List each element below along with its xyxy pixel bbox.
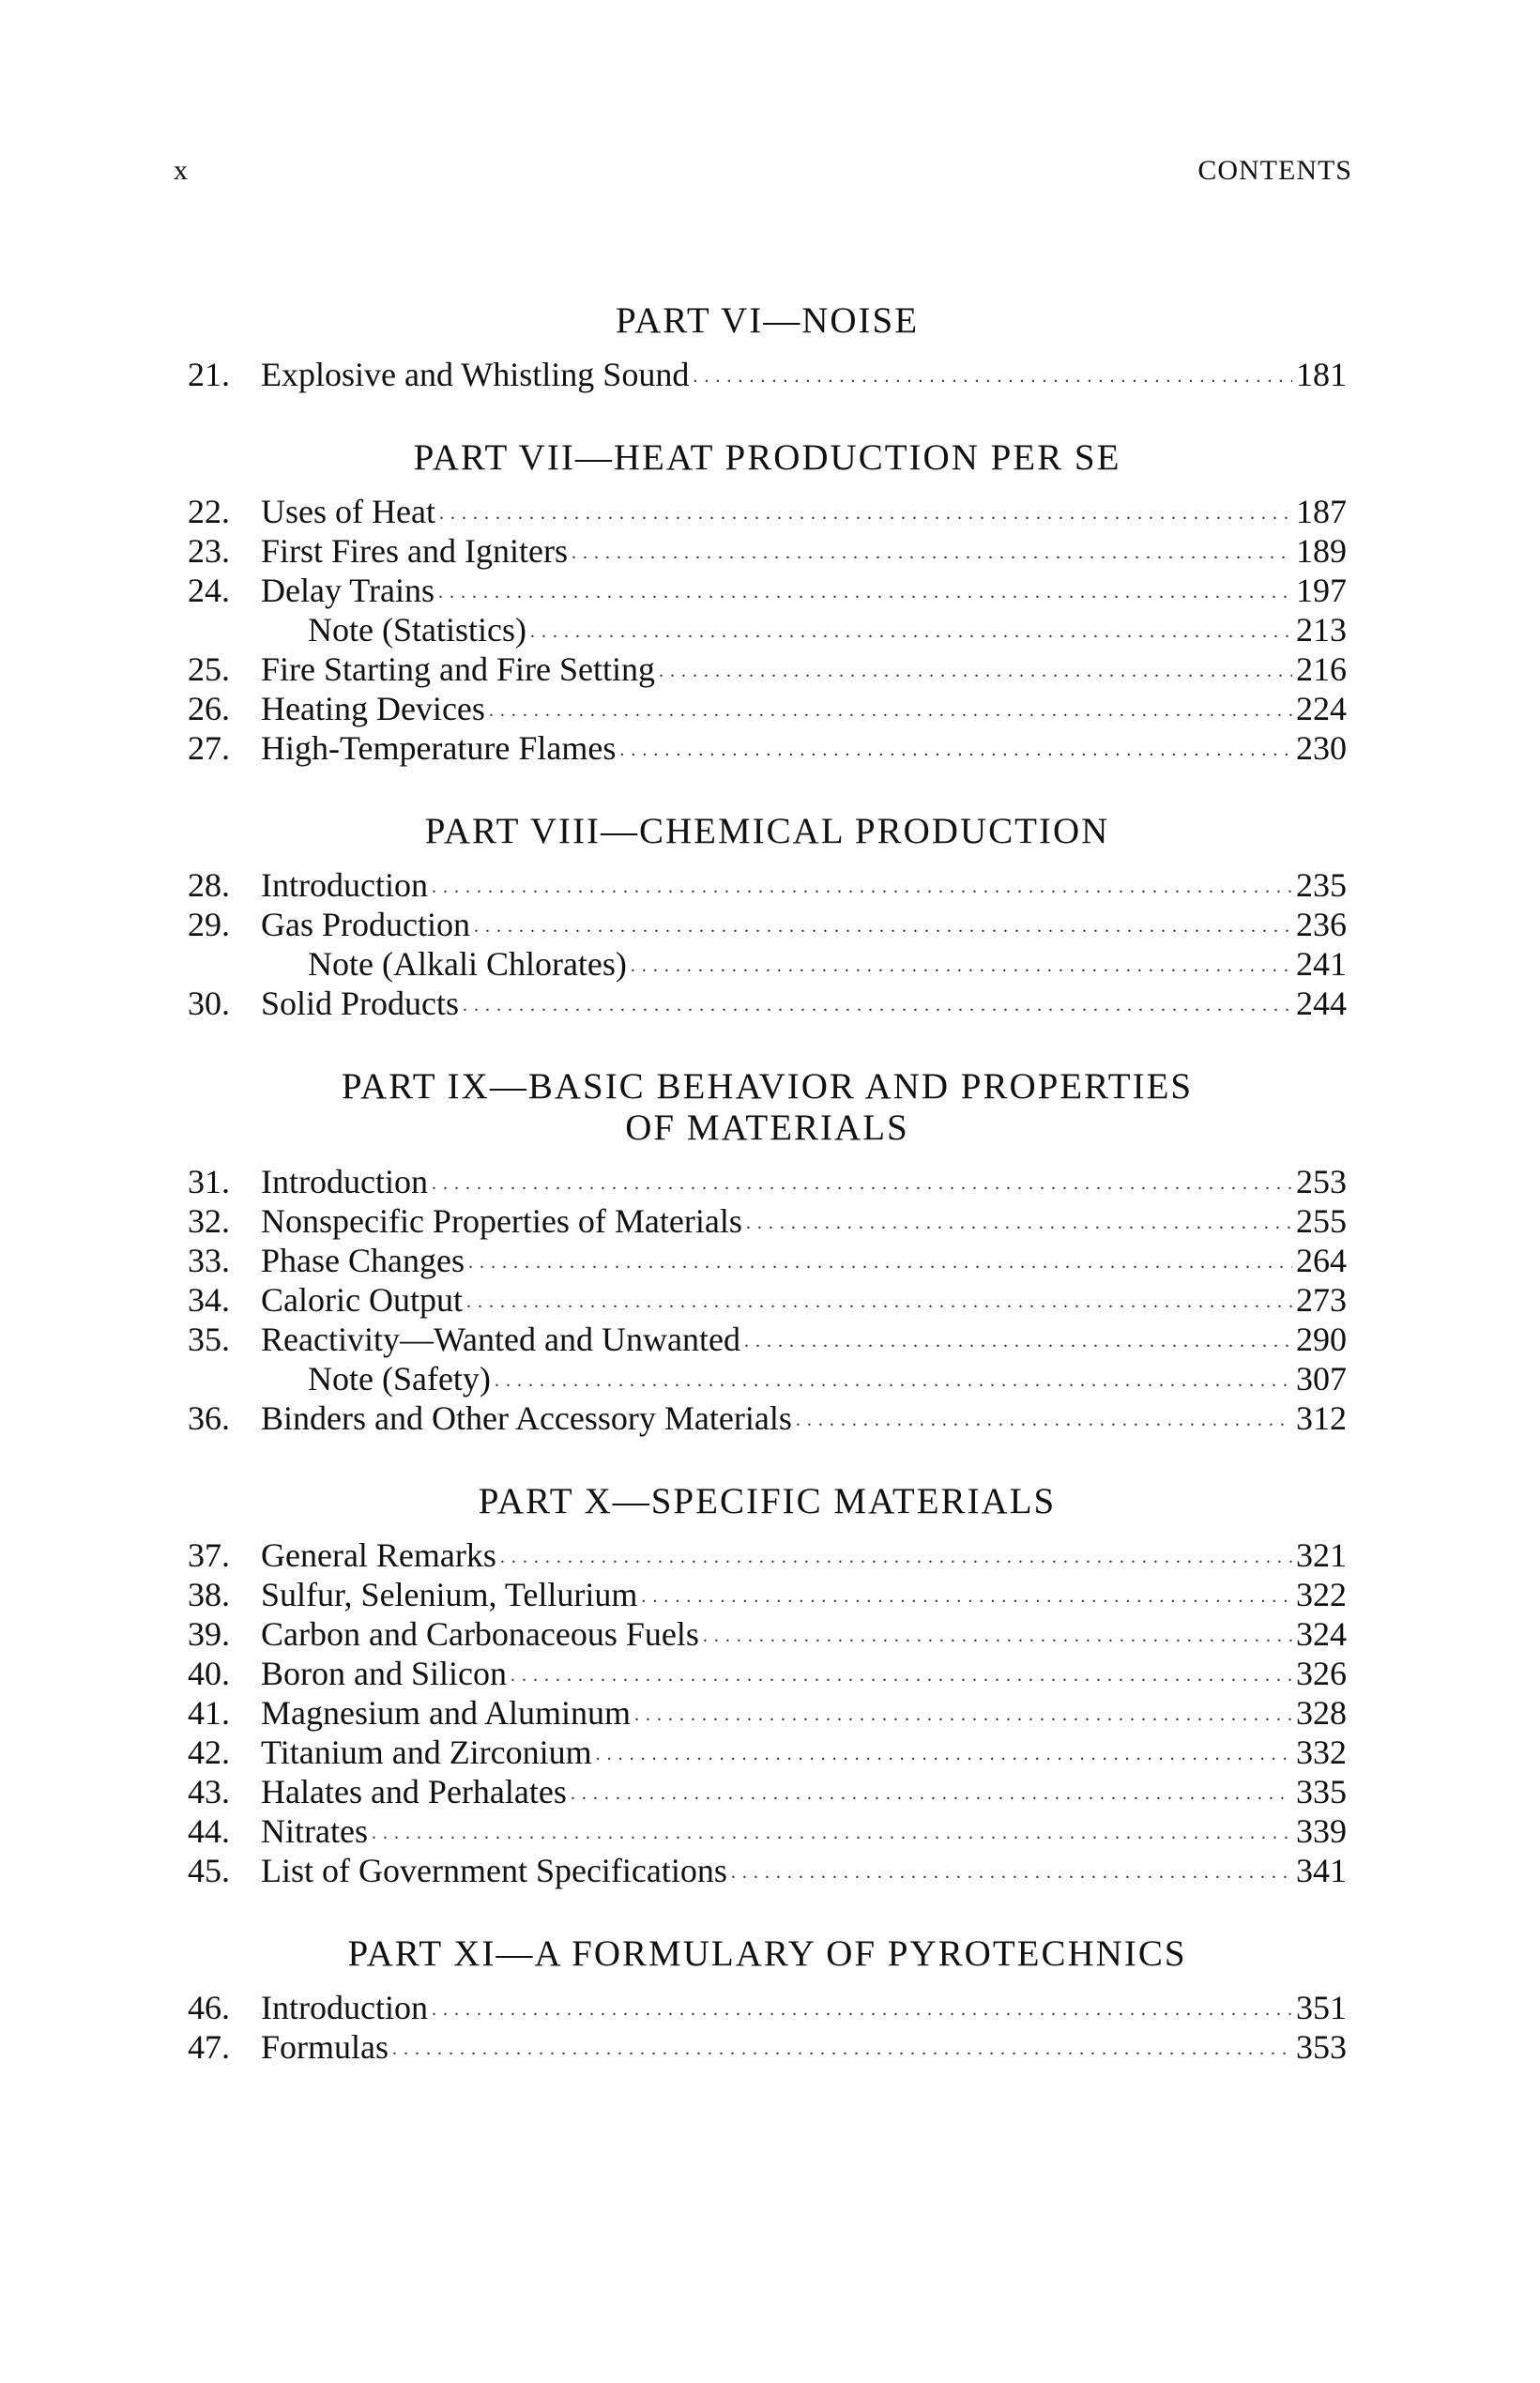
dot-leader: [392, 2024, 1292, 2069]
chapter-number: 28.: [188, 866, 230, 904]
chapter-title: Phase Changes: [261, 1242, 465, 1279]
dot-leader: [463, 980, 1292, 1025]
dot-leader: [432, 1158, 1292, 1203]
part-title-line: PART VIII—CHEMICAL PRODUCTION: [424, 811, 1110, 851]
page-number: 264: [1296, 1242, 1347, 1279]
dot-leader: [746, 1198, 1292, 1243]
page-folio: x: [174, 155, 189, 186]
toc-chapter-entry[interactable]: [188, 1575, 1347, 1614]
chapter-title: General Remarks: [261, 1536, 496, 1574]
chapter-title: Fire Starting and Fire Setting: [261, 650, 655, 688]
page-number: 244: [1296, 985, 1347, 1022]
dot-leader: [572, 527, 1292, 573]
page-number: 181: [1296, 356, 1347, 393]
toc-chapter-entry[interactable]: [188, 1398, 1347, 1438]
chapter-title: Halates and Perhalates: [261, 1773, 567, 1810]
part-section: [188, 1481, 1347, 1890]
chapter-title: First Fires and Igniters: [261, 532, 568, 570]
part-title: [188, 811, 1347, 852]
table-of-contents: [188, 300, 1347, 2110]
chapter-title: Reactivity—Wanted and Unwanted: [261, 1321, 740, 1358]
chapter-number: 39.: [188, 1615, 230, 1653]
part-section: [188, 811, 1347, 1023]
page-number: 307: [1296, 1360, 1347, 1398]
toc-chapter-entry[interactable]: [188, 1988, 1347, 2027]
chapter-number: 36.: [188, 1399, 230, 1437]
page-number: 322: [1296, 1576, 1347, 1613]
dot-leader: [500, 1532, 1292, 1577]
page-number: 326: [1296, 1655, 1347, 1692]
dot-leader: [468, 1237, 1292, 1282]
chapter-title: Explosive and Whistling Sound: [261, 356, 690, 393]
chapter-title: Gas Production: [261, 906, 470, 943]
page-number: 341: [1296, 1852, 1347, 1889]
toc-chapter-entry[interactable]: [188, 2027, 1347, 2067]
page-number: 224: [1296, 690, 1347, 727]
page-number: 335: [1296, 1773, 1347, 1810]
part-title: [188, 437, 1347, 479]
chapter-number: 41.: [188, 1694, 230, 1732]
page-number: 230: [1296, 729, 1347, 767]
part-title: [188, 1066, 1347, 1149]
dot-leader: [659, 646, 1292, 691]
dot-leader: [619, 725, 1292, 770]
toc-chapter-entry[interactable]: [188, 1241, 1347, 1280]
chapter-title: Titanium and Zirconium: [261, 1734, 592, 1771]
dot-leader: [372, 1808, 1292, 1853]
chapter-number: 46.: [188, 1989, 230, 2026]
chapter-title: Carbon and Carbonaceous Fuels: [261, 1615, 699, 1653]
chapter-number: 30.: [188, 985, 230, 1022]
part-title: [188, 300, 1347, 342]
chapter-number: 24.: [188, 572, 230, 609]
dot-leader: [439, 488, 1292, 533]
page-number: 241: [1296, 945, 1347, 983]
chapter-number: 38.: [188, 1576, 230, 1613]
page-number: 255: [1296, 1202, 1347, 1240]
chapter-number: 26.: [188, 690, 230, 727]
chapter-number: 34.: [188, 1281, 230, 1319]
dot-leader: [438, 567, 1292, 612]
part-section: [188, 1933, 1347, 2067]
page-number: 290: [1296, 1321, 1347, 1358]
chapter-title: Sulfur, Selenium, Tellurium: [261, 1576, 638, 1613]
page-number: 216: [1296, 650, 1347, 688]
dot-leader: [495, 1355, 1292, 1400]
chapter-number: 25.: [188, 650, 230, 688]
running-head: [174, 155, 1352, 187]
chapter-number: 29.: [188, 906, 230, 943]
toc-note-entry[interactable]: [188, 944, 1347, 984]
toc-chapter-entry[interactable]: [188, 355, 1347, 394]
dot-leader: [530, 606, 1292, 651]
dot-leader: [489, 685, 1292, 730]
page-number: 332: [1296, 1734, 1347, 1771]
chapter-title: Heating Devices: [261, 690, 485, 727]
dot-leader: [703, 1611, 1292, 1656]
page-number: 273: [1296, 1281, 1347, 1319]
dot-leader: [474, 901, 1292, 946]
chapter-title: Caloric Output: [261, 1281, 463, 1319]
toc-chapter-entry[interactable]: [188, 1733, 1347, 1772]
page-number: 328: [1296, 1694, 1347, 1732]
page-number: 339: [1296, 1812, 1347, 1850]
toc-chapter-entry[interactable]: [188, 905, 1347, 944]
dot-leader: [693, 351, 1292, 396]
dot-leader: [634, 1689, 1292, 1734]
chapter-number: 43.: [188, 1773, 230, 1810]
chapter-number: 23.: [188, 532, 230, 570]
page-number: 236: [1296, 906, 1347, 943]
part-section: [188, 1066, 1347, 1438]
toc-chapter-entry[interactable]: [188, 1535, 1347, 1575]
page-number: 312: [1296, 1399, 1347, 1437]
part-section: [188, 437, 1347, 768]
page-number: 189: [1296, 532, 1347, 570]
chapter-title: Nonspecific Properties of Materials: [261, 1202, 742, 1240]
toc-chapter-entry[interactable]: [188, 1693, 1347, 1733]
chapter-title: Introduction: [261, 1989, 428, 2026]
chapter-title: Introduction: [261, 1163, 428, 1200]
chapter-title: Note (Statistics): [308, 611, 526, 649]
chapter-title: List of Government Specifications: [261, 1852, 727, 1889]
toc-chapter-entry[interactable]: [188, 728, 1347, 768]
toc-chapter-entry[interactable]: [188, 649, 1347, 689]
chapter-title: Uses of Heat: [261, 493, 435, 530]
chapter-title: Magnesium and Aluminum: [261, 1694, 631, 1732]
chapter-number: 47.: [188, 2028, 230, 2066]
chapter-title: High-Temperature Flames: [261, 729, 617, 767]
chapter-title: Boron and Silicon: [261, 1655, 507, 1692]
toc-chapter-entry[interactable]: [188, 531, 1347, 571]
toc-chapter-entry[interactable]: [188, 1201, 1347, 1241]
page-number: 353: [1296, 2028, 1347, 2066]
page-number: 187: [1296, 493, 1347, 530]
part-title-line: PART X—SPECIFIC MATERIALS: [478, 1481, 1057, 1521]
part-title-line: PART XI—A FORMULARY OF PYROTECHNICS: [347, 1933, 1187, 1974]
chapter-number: 35.: [188, 1321, 230, 1358]
chapter-number: 31.: [188, 1163, 230, 1200]
chapter-number: 33.: [188, 1242, 230, 1279]
dot-leader: [631, 940, 1292, 985]
part-title-line: PART IX—BASIC BEHAVIOR AND PROPERTIES: [341, 1066, 1194, 1107]
chapter-number: 32.: [188, 1202, 230, 1240]
toc-chapter-entry[interactable]: [188, 1811, 1347, 1851]
toc-chapter-entry[interactable]: [188, 865, 1347, 905]
chapter-number: 37.: [188, 1536, 230, 1574]
dot-leader: [596, 1729, 1292, 1774]
page-number: 235: [1296, 866, 1347, 904]
dot-leader: [641, 1571, 1292, 1616]
chapter-number: 44.: [188, 1812, 230, 1850]
page-number: 253: [1296, 1163, 1347, 1200]
toc-chapter-entry[interactable]: [188, 984, 1347, 1023]
toc-chapter-entry[interactable]: [188, 1162, 1347, 1201]
dot-leader: [744, 1316, 1292, 1361]
chapter-title: Introduction: [261, 866, 428, 904]
toc-chapter-entry[interactable]: [188, 571, 1347, 610]
chapter-number: 21.: [188, 356, 230, 393]
toc-chapter-entry[interactable]: [188, 492, 1347, 531]
chapter-title: Binders and Other Accessory Materials: [261, 1399, 792, 1437]
dot-leader: [571, 1768, 1292, 1813]
chapter-number: 42.: [188, 1734, 230, 1771]
dot-leader: [511, 1650, 1292, 1695]
part-title: [188, 1481, 1347, 1522]
chapter-title: Delay Trains: [261, 572, 435, 609]
page-number: 351: [1296, 1989, 1347, 2026]
dot-leader: [731, 1847, 1292, 1892]
chapter-number: 22.: [188, 493, 230, 530]
chapter-title: Solid Products: [261, 985, 460, 1022]
chapter-title: Note (Alkali Chlorates): [308, 945, 627, 983]
part-title-line: PART VI—NOISE: [615, 300, 920, 341]
toc-chapter-entry[interactable]: [188, 1654, 1347, 1693]
toc-chapter-entry[interactable]: [188, 1772, 1347, 1811]
dot-leader: [466, 1276, 1292, 1321]
page-number: 321: [1296, 1536, 1347, 1574]
part-title-line: OF MATERIALS: [625, 1107, 909, 1148]
chapter-number: 45.: [188, 1852, 230, 1889]
toc-chapter-entry[interactable]: [188, 689, 1347, 728]
page-number: 197: [1296, 572, 1347, 609]
page-number: 324: [1296, 1615, 1347, 1653]
chapter-title: Formulas: [261, 2028, 389, 2066]
toc-chapter-entry[interactable]: [188, 1614, 1347, 1654]
chapter-number: 40.: [188, 1655, 230, 1692]
dot-leader: [432, 862, 1292, 907]
page-number: 213: [1296, 611, 1347, 649]
toc-note-entry[interactable]: [188, 610, 1347, 649]
dot-leader: [432, 1984, 1292, 2029]
part-section: [188, 300, 1347, 394]
toc-chapter-entry[interactable]: [188, 1320, 1347, 1359]
part-title-line: PART VII—HEAT PRODUCTION PER SE: [413, 437, 1121, 478]
chapter-title: Nitrates: [261, 1812, 368, 1850]
part-title: [188, 1933, 1347, 1975]
toc-note-entry[interactable]: [188, 1359, 1347, 1398]
running-title: CONTENTS: [1197, 155, 1352, 186]
toc-chapter-entry[interactable]: [188, 1280, 1347, 1320]
chapter-number: 27.: [188, 729, 230, 767]
toc-chapter-entry[interactable]: [188, 1851, 1347, 1890]
chapter-title: Note (Safety): [308, 1360, 491, 1398]
dot-leader: [796, 1395, 1292, 1440]
